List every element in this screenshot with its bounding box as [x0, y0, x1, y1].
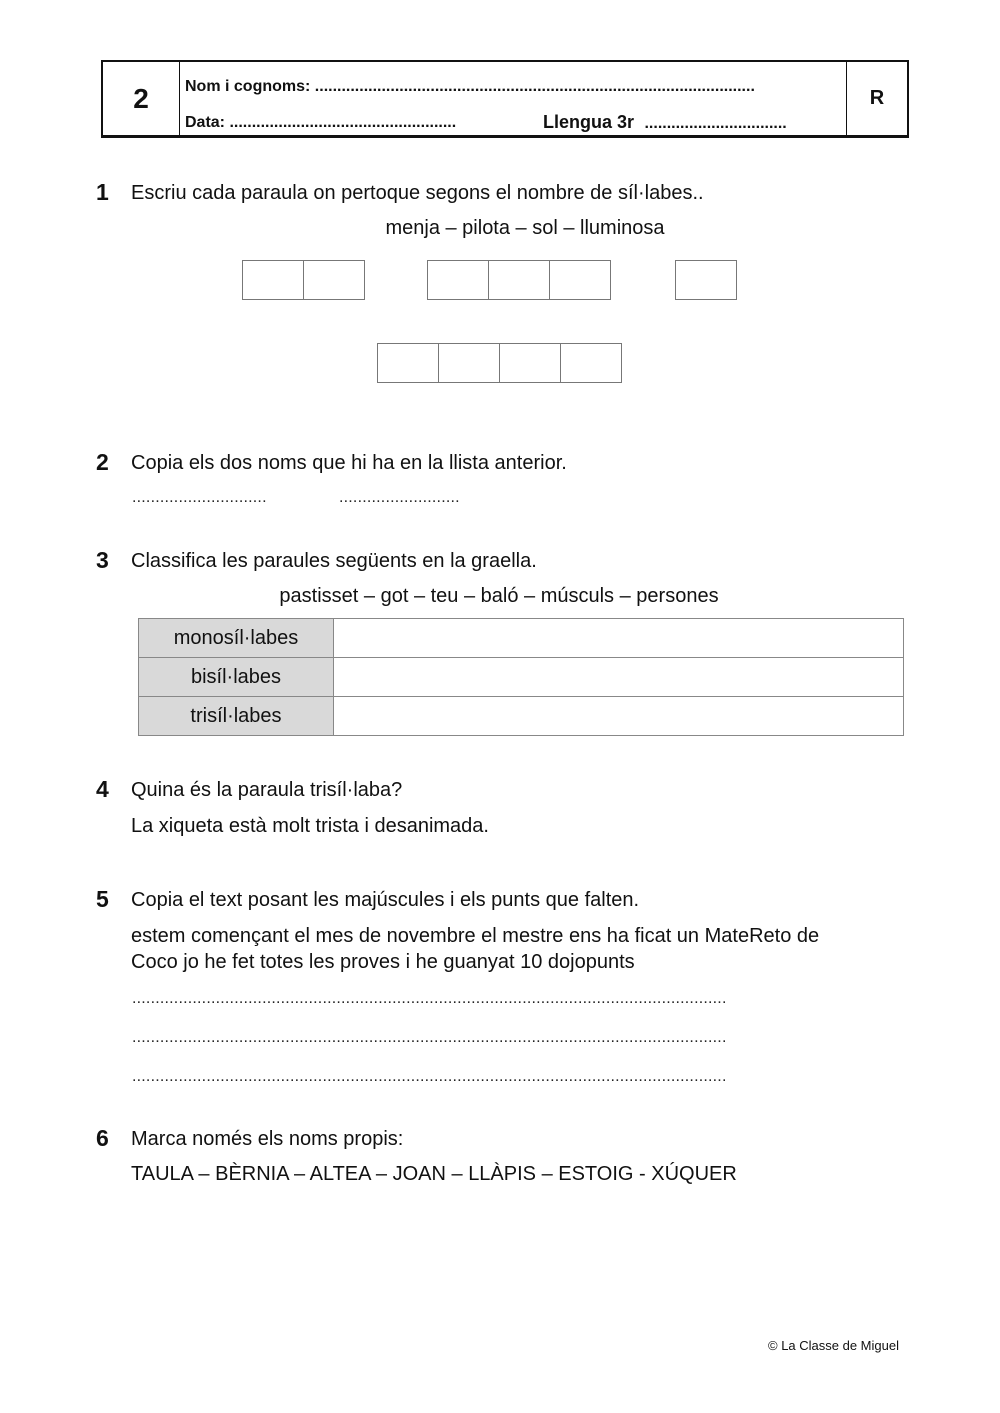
exercise-3-words: pastisset – got – teu – baló – músculs – persones	[279, 585, 719, 607]
syllable-box[interactable]	[242, 260, 304, 300]
answer-cell[interactable]	[334, 658, 904, 697]
exercise-1-words: menja – pilota – sol – lluminosa	[385, 217, 665, 239]
copyright-footer: © La Classe de Miguel	[768, 1338, 899, 1353]
four-syllable-boxes	[377, 343, 622, 383]
exercise-5-text-line-2: Coco jo he fet totes les proves i he guanyat 10 dojopunts	[131, 951, 635, 973]
header-box	[101, 60, 909, 138]
exercise-5-answer-line[interactable]: ................................................................................................................................	[132, 1068, 727, 1085]
table-row	[139, 619, 904, 658]
exercise-5-text-line-1: estem començant el mes de novembre el mestre ens ha ficat un MateReto de	[131, 925, 820, 947]
worksheet-number: 2	[103, 62, 180, 135]
level-letter: R	[846, 62, 907, 135]
classification-table	[138, 618, 904, 736]
syllable-box[interactable]	[560, 343, 622, 383]
syllable-box[interactable]	[675, 260, 737, 300]
syllable-box[interactable]	[427, 260, 489, 300]
answer-cell[interactable]	[334, 619, 904, 658]
one-syllable-box	[675, 260, 737, 300]
exercise-1-number: 1	[96, 179, 109, 205]
syllable-box[interactable]	[549, 260, 611, 300]
exercise-2-instruction: Copia els dos noms que hi ha en la llista anterior.	[131, 452, 567, 474]
answer-cell[interactable]	[334, 697, 904, 736]
exercise-5-answer-line[interactable]: ................................................................................................................................	[132, 990, 727, 1007]
syllable-box[interactable]	[488, 260, 550, 300]
exercise-1-instruction: Escriu cada paraula on pertoque segons el nombre de síl·labes..	[131, 182, 704, 204]
exercise-3-number: 3	[96, 547, 109, 573]
subject-label: Llengua 3r	[543, 112, 635, 132]
exercise-5-answer-line[interactable]: ................................................................................................................................	[132, 1029, 727, 1046]
row-label-trisyllables: trisíl·labes	[139, 697, 334, 736]
exercise-4-instruction: Quina és la paraula trisíl·laba?	[131, 779, 403, 801]
row-label-bisyllables: bisíl·labes	[139, 658, 334, 697]
subject-field[interactable]	[543, 112, 787, 133]
syllable-box[interactable]	[377, 343, 439, 383]
exercise-4-sentence[interactable]: La xiqueta està molt trista i desanimada.	[131, 815, 489, 837]
date-field[interactable]	[185, 114, 456, 132]
syllable-box[interactable]	[438, 343, 500, 383]
row-label-monosyllables: monosíl·labes	[139, 619, 334, 658]
two-syllable-boxes	[242, 260, 365, 300]
syllable-box[interactable]	[499, 343, 561, 383]
name-label: Nom i cognoms:	[185, 78, 311, 95]
exercise-2-answer-a[interactable]: .............................	[132, 489, 267, 506]
exercise-5-number: 5	[96, 886, 109, 912]
exercise-6-words[interactable]: TAULA – BÈRNIA – ALTEA – JOAN – LLÀPIS – ESTOIG - XÚQUER	[131, 1163, 737, 1185]
name-field[interactable]	[185, 78, 755, 96]
exercise-2-number: 2	[96, 449, 109, 475]
table-row	[139, 658, 904, 697]
date-label: Data:	[185, 114, 226, 131]
subject-dots: ................................	[644, 115, 787, 132]
three-syllable-boxes	[427, 260, 611, 300]
exercise-3-instruction: Classifica les paraules següents en la graella.	[131, 550, 537, 572]
exercise-6-instruction: Marca només els noms propis:	[131, 1128, 404, 1150]
syllable-box[interactable]	[303, 260, 365, 300]
name-dots: ...................................................................................................	[314, 78, 755, 95]
exercise-2-answer-b[interactable]: ..........................	[339, 489, 460, 506]
date-dots: ...................................................	[229, 114, 457, 131]
exercise-6-number: 6	[96, 1125, 109, 1151]
exercise-4-number: 4	[96, 776, 109, 802]
table-row	[139, 697, 904, 736]
exercise-5-instruction: Copia el text posant les majúscules i els punts que falten.	[131, 889, 640, 911]
